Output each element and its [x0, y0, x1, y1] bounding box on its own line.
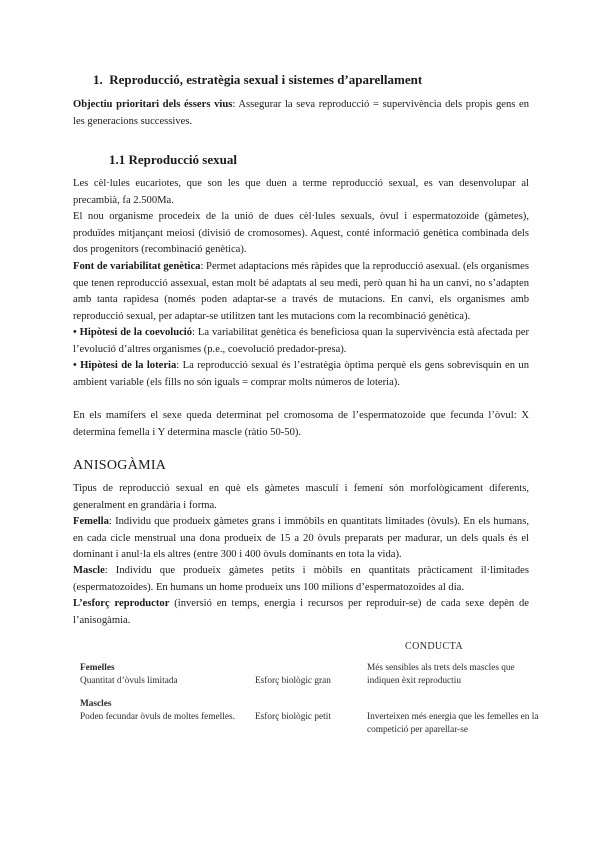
paragraph-eukaryotes: Les cèl·lules eucariotes, que son les que duen a terme reproducció sexual, es van desenvolupar al precambià, fa 2.500Ma.	[73, 178, 529, 206]
bullet: •	[73, 360, 77, 371]
row-male-conduct: Inverteixen més energia que les femelles en la competició per aparellar-se	[367, 712, 539, 735]
heading-number: 1.	[93, 72, 103, 87]
row-desc: Poden fecundar òvuls de moltes femelles.	[80, 712, 235, 722]
male-label: Mascle	[73, 565, 105, 576]
row-female-title-cell	[80, 662, 240, 688]
paragraph-mammals: En els mamífers el sexe queda determinat pel cromosoma de l’espermatozoide que fecunda l’òvul: X determina femella i Y determina mascle (ràtio 50-50).	[73, 410, 529, 438]
effort-text: (inversió en temps, energia i recursos per reproduir-se) de cada sexe depèn de l’anisogàmia.	[73, 598, 529, 626]
female-text: : Individu que produeix gàmetes grans i immòbils en quantitats limitades (òvuls). En els humans, en cada cicle menstrual una dona produeix de 15 a 20 òvuls preparats per madurar, un dels quals és el dominant i anul·la els altres (entre 300 i 400 òvuls dominants en tota la vida).	[73, 516, 529, 561]
male-text: : Individu que produeix gàmetes petits i mòbils en quantitats pràcticament il·limitades (espermatozoides). En humans un home produeix uns 100 milions d’espermatozoides al dia.	[73, 565, 529, 593]
objective-paragraph	[73, 97, 529, 130]
lottery-label: Hipòtesi de la loteria	[80, 360, 177, 371]
row-female-effort: Esforç biològic gran	[255, 676, 331, 686]
conduct-header: CONDUCTA	[405, 641, 463, 652]
coevolution-label: Hipòtesi de la coevolució	[79, 327, 193, 338]
paragraph-lottery	[73, 358, 529, 391]
row-female-conduct: Més sensibles als trets dels mascles que indiquen èxit reproductiu	[367, 663, 515, 686]
variability-text: : Permet adaptacions més ràpides que la reproducció asexual. (els organismes que tenen reproducció assexual, estan molt bé adaptats al seu medi, però quan hi ha un canvi, no s’adapten amb tanta rapidesa (només poden adaptar-se a través de mutacions. En canvi, els organismes amb reproducció sexual, per adaptar-se utilitzen tant les mutacions com la recombinació genètica).	[73, 261, 529, 322]
paragraph-coevolution	[73, 325, 529, 358]
row-male-title-cell	[80, 698, 250, 724]
female-label: Femella	[73, 516, 109, 527]
section-heading-1-1: 1.1 Reproducció sexual	[109, 152, 237, 167]
row-title: Mascles	[80, 699, 112, 709]
bullet: •	[73, 327, 77, 338]
effort-label: L’esforç reproductor	[73, 598, 170, 609]
row-male-effort: Esforç biològic petit	[255, 712, 331, 722]
paragraph-male	[73, 563, 529, 596]
row-title: Femelles	[80, 663, 115, 673]
coevolution-text: : La variabilitat genètica és beneficiosa quan la supervivència està afectada per l’evolució d’altres organismes (p.e., coevolució predador-presa).	[73, 327, 529, 355]
row-desc: Quantitat d’òvuls limitada	[80, 676, 178, 686]
paragraph-female	[73, 514, 529, 564]
paragraph-variability	[73, 259, 529, 325]
variability-label: Font de variabilitat genètica	[73, 261, 201, 272]
paragraph-anisogamia: Tipus de reproducció sexual en què els gàmetes masculí i femení són morfològicament diferents, generalment en grandària i forma.	[73, 483, 529, 511]
objective-label: Objectiu prioritari dels éssers vius	[73, 99, 233, 110]
paragraph-new-organism: El nou organisme procedeix de la unió de dues cèl·lules sexuals, òvul i espermatozoide (gàmetes), produïdes mitjançant meiosi (divisió de cromosomes). Aquest, conté informació genètica combinada dels dos progenitors (recombinació genètica).	[73, 211, 529, 256]
objective-text: : Assegurar la seva reproducció = supervivència dels propis gens en les generacions successives.	[73, 99, 530, 127]
section-heading-1	[93, 72, 422, 88]
paragraph-effort	[73, 596, 529, 629]
heading-text: Reproducció, estratègia sexual i sistemes d’aparellament	[109, 72, 423, 87]
section-heading-anisogamia: ANISOGÀMIA	[73, 458, 167, 473]
lottery-text: : La reproducció sexual és l’estratègia òptima perquè els gens sobrevisquin en un ambient variable (els fills no són iguals = comprar molts números de loteria).	[73, 360, 529, 388]
